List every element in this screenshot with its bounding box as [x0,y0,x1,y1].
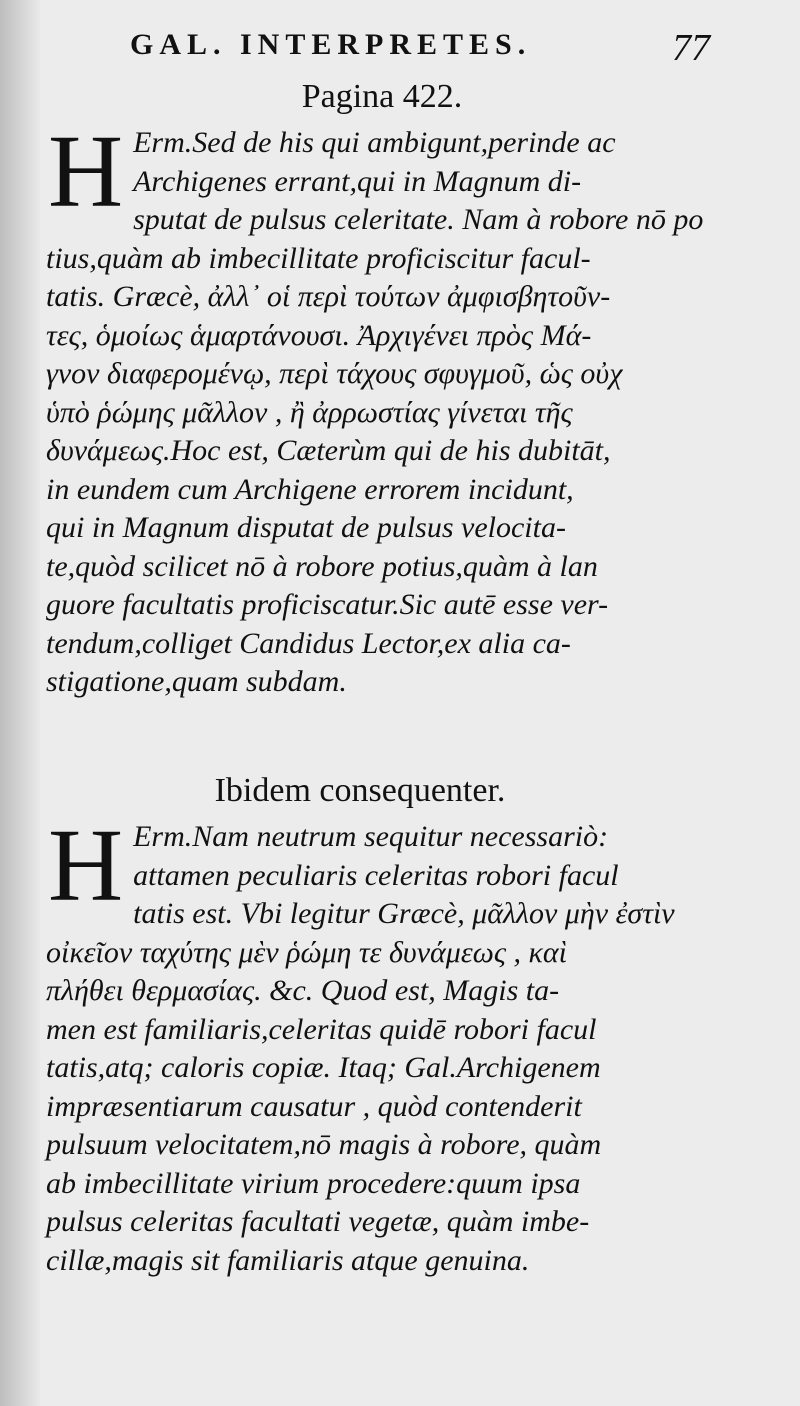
text-line: men est familiaris,celeritas quidē robori facul [46,1012,597,1046]
drop-cap: H [48,808,124,923]
text-line: ὑπὸ ῥώμης μᾶλλον , ἢ ἀρρωστίας γίνεται τῆς [46,395,573,429]
text-line: Erm.Sed de his qui ambigunt,perinde ac [133,126,616,159]
text-line: οἰκεῖον ταχύτης μὲν ῥώμη τε δυνάμεως , καὶ [46,935,567,969]
section-heading: Ibidem consequenter. [214,772,506,809]
text-line: cillæ,magis sit familiaris atque genuina. [46,1243,530,1277]
text-line: ab imbecillitate virium procedere:quum ipsa [46,1166,581,1200]
text-line: qui in Magnum disputat de pulsus velocita- [46,511,566,544]
text-line: δυνάμεως.Hoc est, Cæterùm qui de his dubitāt, [46,434,611,467]
text-line: impræsentiarum causatur , quòd contenderit [46,1089,582,1123]
text-line: Erm.Nam neutrum sequitur necessariò: [133,820,609,853]
text-line: tius,quàm ab imbecillitate proficiscitur facul- [46,241,591,275]
section-heading: Pagina 422. [301,78,463,115]
text-line: γνον διαφερομένῳ, περὶ τάχους σφυγμοῦ, ὡς οὐχ [46,357,623,390]
text-line: sputat de pulsus celeritate. Nam à robore nō po [133,203,704,236]
text-line: πλήθει θερμασίας. &c. Quod est, Magis ta- [46,974,560,1007]
text-line: Archigenes errant,qui in Magnum di- [133,164,582,198]
running-header [130,28,710,72]
paragraph [46,808,702,1280]
paragraph [46,114,704,702]
text-line: attamen peculiaris celeritas robori facul [133,858,619,892]
drop-cap: H [48,114,124,229]
text-line: guore facultatis proficiscatur.Sic autē esse ver- [46,588,609,621]
text-line: te,quòd scilicet nō à robore potius,quàm à lan [46,549,598,583]
text-line: τες, ὁμοίως ἁμαρτάνουσι. Ἀρχιγένει πρὸς Μά- [46,318,592,352]
text-line: stigatione,quam subdam. [46,665,347,698]
text-line: in eundem cum Archigene errorem incidunt, [46,472,574,506]
page-number: 77 [672,27,710,69]
text-line: pulsuum velocitatem,nō magis à robore, quàm [46,1128,602,1161]
text-line: pulsus celeritas facultati vegetæ, quàm imbe- [46,1205,590,1238]
text-line: tatis,atq; caloris copiæ. Itaq; Gal.Archigenem [46,1051,601,1084]
running-title: GAL. INTERPRETES. [130,28,532,61]
text-line: tatis est. Vbi legitur Græcè, μᾶλλον μὴν ἐστὶν [133,897,675,930]
text-line: tatis. Græcè, ἀλλ᾽ οἱ περὶ τούτων ἀμφισβητοῦν- [46,280,611,313]
text-line: tendum,colliget Candidus Lector,ex alia ca- [46,626,571,660]
